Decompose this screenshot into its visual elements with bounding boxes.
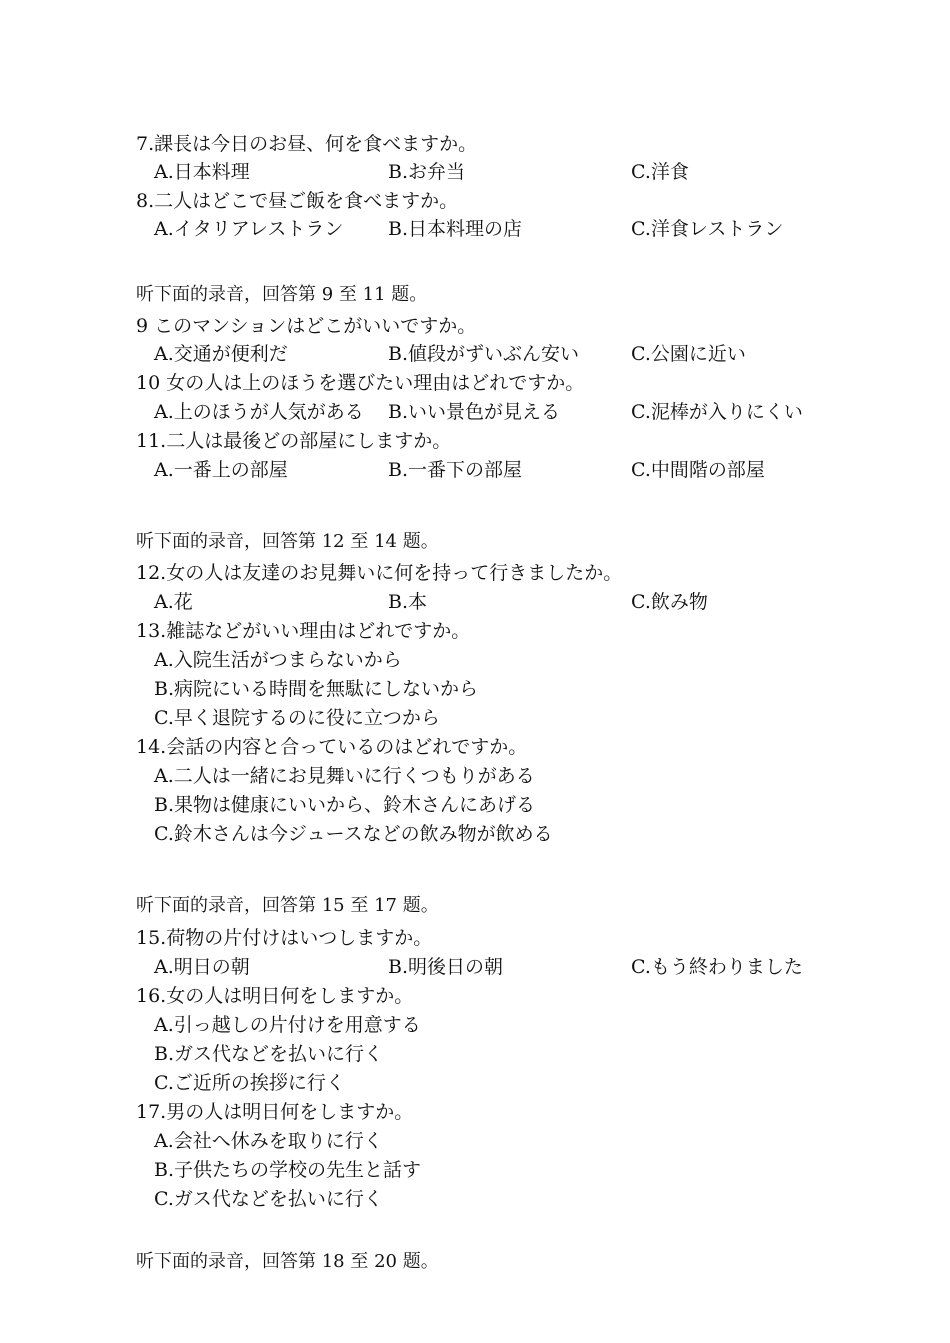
question-16-option-c: C.ご近所の挨拶に行く xyxy=(154,1072,345,1094)
section-heading-18-20: 听下面的录音，回答第 18 至 20 题。 xyxy=(136,1251,439,1272)
question-17-stem: 17.男の人は明日何をしますか。 xyxy=(136,1101,414,1123)
question-10-option-b: B.いい景色が見える xyxy=(388,401,561,423)
section-heading-9-11: 听下面的录音，回答第 9 至 11 题。 xyxy=(136,284,428,305)
question-13-option-c: C.早く退院するのに役に立つから xyxy=(154,707,440,729)
question-7-option-b: B.お弁当 xyxy=(388,161,466,183)
question-12-option-c: C.飲み物 xyxy=(631,591,708,613)
question-8-stem: 8.二人はどこで昼ご飯を食べますか。 xyxy=(136,190,459,212)
question-9-stem: 9 このマンションはどこがいいですか。 xyxy=(136,315,477,337)
question-15-option-b: B.明後日の朝 xyxy=(388,956,504,978)
question-12-stem: 12.女の人は友達のお見舞いに何を持って行きましたか。 xyxy=(136,562,623,584)
question-14-option-a: A.二人は一緒にお見舞いに行くつもりがある xyxy=(154,765,535,787)
question-17-option-a: A.会社へ休みを取りに行く xyxy=(154,1130,383,1152)
question-13-stem: 13.雑誌などがいい理由はどれですか。 xyxy=(136,620,471,642)
question-14-stem: 14.会話の内容と合っているのはどれですか。 xyxy=(136,736,528,758)
question-7-stem: 7.課長は今日のお昼、何を食べますか。 xyxy=(136,133,478,155)
question-11-option-a: A.一番上の部屋 xyxy=(154,459,288,481)
section-heading-15-17: 听下面的录音，回答第 15 至 17 题。 xyxy=(136,895,439,916)
question-11-option-b: B.一番下の部屋 xyxy=(388,459,523,481)
question-12-option-b: B.本 xyxy=(388,591,428,613)
question-9-option-b: B.値段がずいぶん安い xyxy=(388,343,580,365)
question-17-option-b: B.子供たちの学校の先生と話す xyxy=(154,1159,422,1181)
question-15-stem: 15.荷物の片付けはいつしますか。 xyxy=(136,927,433,949)
question-16-option-b: B.ガス代などを払いに行く xyxy=(154,1043,384,1065)
question-15-option-c: C.もう終わりました xyxy=(631,956,803,978)
question-13-option-a: A.入院生活がつまらないから xyxy=(154,649,402,671)
question-13-option-b: B.病院にいる時間を無駄にしないから xyxy=(154,678,479,700)
question-9-option-c: C.公園に近い xyxy=(631,343,746,365)
question-10-option-c: C.泥棒が入りにくい xyxy=(631,401,803,423)
question-8-option-b: B.日本料理の店 xyxy=(388,218,523,240)
section-heading-12-14: 听下面的录音，回答第 12 至 14 题。 xyxy=(136,531,439,552)
question-16-stem: 16.女の人は明日何をしますか。 xyxy=(136,985,414,1007)
question-9-option-a: A.交通が便利だ xyxy=(154,343,288,365)
question-7-option-a: A.日本料理 xyxy=(154,161,250,183)
question-15-option-a: A.明日の朝 xyxy=(154,956,250,978)
question-16-option-a: A.引っ越しの片付けを用意する xyxy=(154,1014,421,1036)
question-11-option-c: C.中間階の部屋 xyxy=(631,459,765,481)
question-10-option-a: A.上のほうが人気がある xyxy=(154,401,364,423)
question-11-stem: 11.二人は最後どの部屋にしますか。 xyxy=(136,430,452,452)
question-14-option-c: C.鈴木さんは今ジュースなどの飲み物が飲める xyxy=(154,823,553,845)
question-17-option-c: C.ガス代などを払いに行く xyxy=(154,1188,383,1210)
question-14-option-b: B.果物は健康にいいから、鈴木さんにあげる xyxy=(154,794,536,816)
question-8-option-c: C.洋食レストラン xyxy=(631,218,784,240)
question-10-stem: 10 女の人は上のほうを選びたい理由はどれですか。 xyxy=(136,372,585,394)
question-12-option-a: A.花 xyxy=(154,591,193,613)
question-7-option-c: C.洋食 xyxy=(631,161,689,183)
question-8-option-a: A.イタリアレストラン xyxy=(154,218,344,240)
